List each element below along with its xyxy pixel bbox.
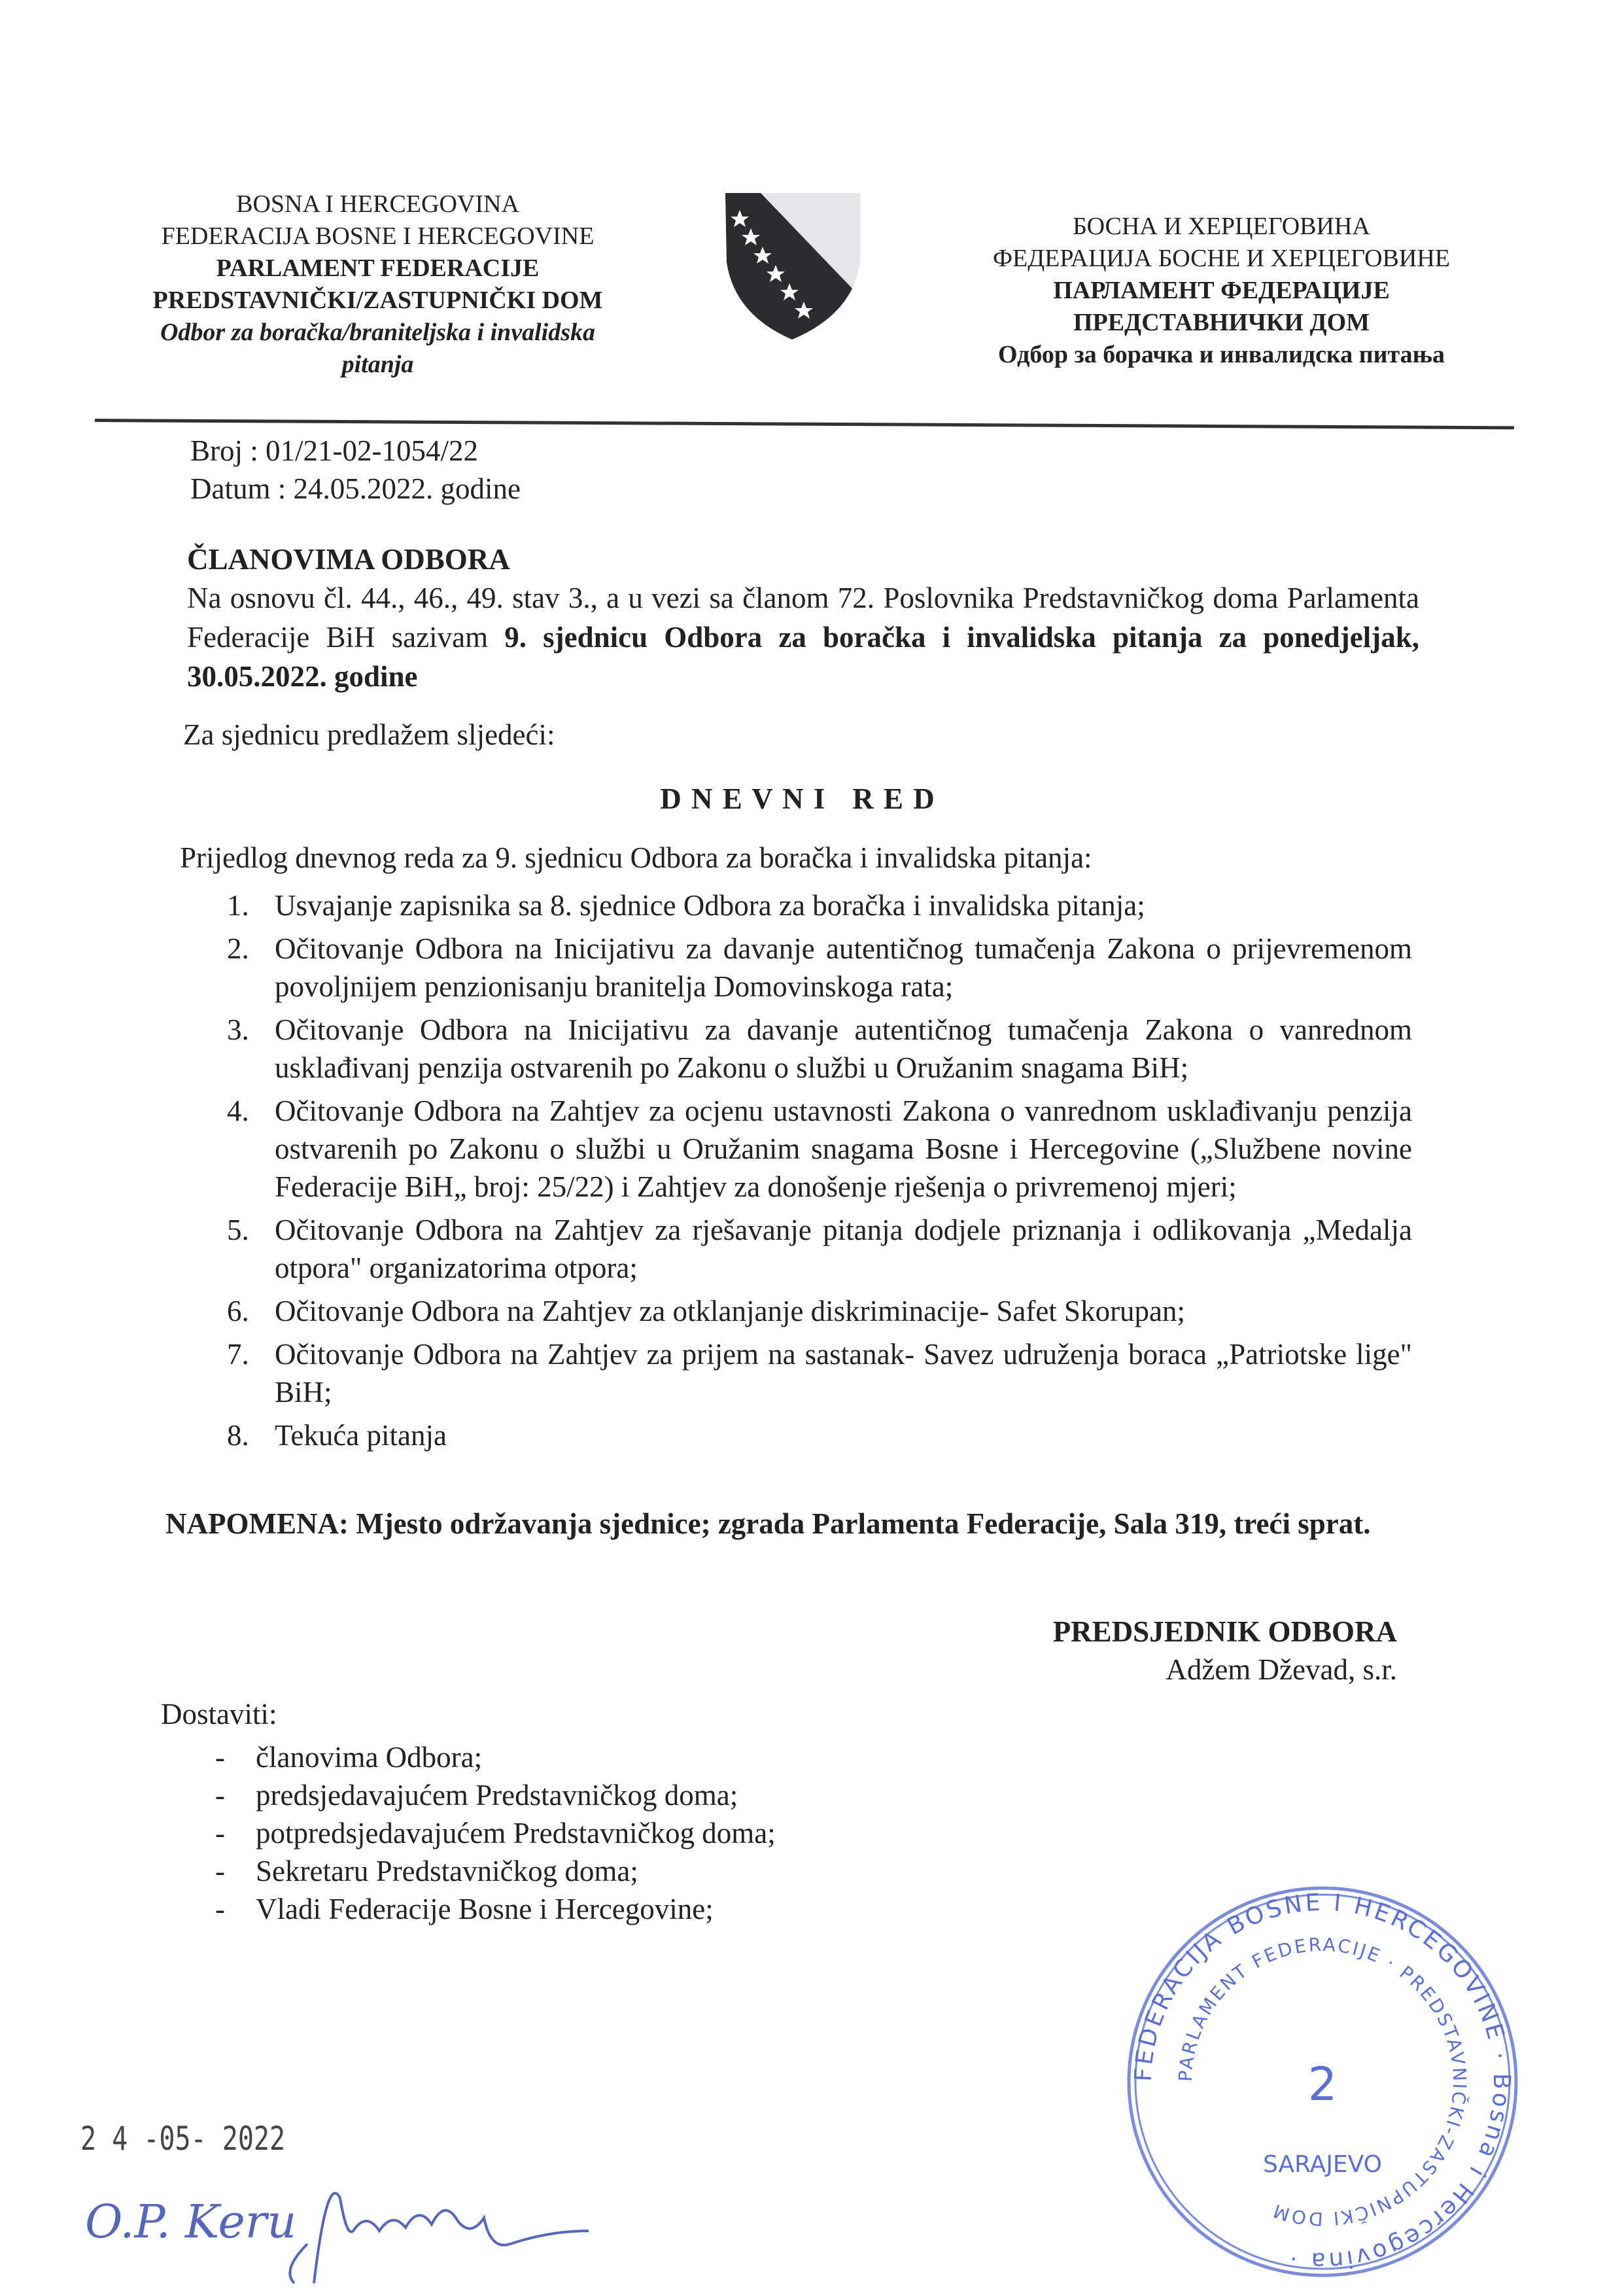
bullet: - — [215, 1817, 225, 1849]
document-number: Broj : 01/21-02-1054/22 — [190, 434, 478, 467]
agenda-intro: Prijedlog dnevnog reda za 9. sjednicu Odbora za boračka i invalidska pitanja: — [180, 841, 1092, 874]
header-house-cyr: ПРЕДСТАВНИЧКИ ДОМ — [1073, 309, 1370, 336]
header-country: BOSNA I HERCEGOVINA — [236, 190, 519, 218]
document-body — [0, 432, 1624, 1928]
note: NAPOMENA: Mjesto održavanja sjednice; zgrada Parlamenta Federacije, Sala 319, treći sprat. — [165, 1507, 1371, 1540]
seal-outer-text: FEDERACIJA BOSNE I HERCEGOVINE · Bosna i Hercegovina · — [1130, 1889, 1515, 2275]
agenda-item — [227, 1416, 1412, 1454]
item-number: 4. — [227, 1095, 249, 1127]
addressee: ČLANOVIMA ODBORA — [187, 543, 510, 576]
item-text: Očitovanje Odbora na Zahtjev za rješavanje pitanja dodjele priznanja i odlikovanja „Medalja otpora" organizatorima otpora; — [275, 1214, 1412, 1284]
distribution-row — [215, 1890, 1033, 1928]
item-text: Očitovanje Odbora na Zahtjev za otklanjanje diskriminacije- Safet Skorupan; — [275, 1295, 1186, 1327]
bullet: - — [215, 1855, 225, 1887]
bih-coat-of-arms-icon — [721, 190, 862, 341]
seal-inner-text: PARLAMENT FEDERACIJE · PREDSTAVNIČKI-ZASTUPNIČKI DOM — [1174, 1933, 1471, 2230]
header-committee: Odbor za boračka/braniteljska i invalidska — [160, 319, 596, 346]
item-text: Očitovanje Odbora na Zahtjev za ocjenu ustavnosti Zakona o vanrednom usklađivanju penzija ostvarenih po Zakonu o službi u Oružanim snagama Bosne i Hercegovine („Službene novine Federacije BiH„ broj: 25/22) i Zahtjev za donošenje rješenja o privremenoj mjeri; — [275, 1095, 1412, 1203]
agenda-list — [227, 886, 1412, 1454]
agenda-item — [227, 886, 1412, 924]
seal-number: 2 — [1307, 2058, 1338, 2111]
agenda-item — [227, 1211, 1412, 1287]
distribution-list — [215, 1738, 1033, 1928]
handwritten-signature — [85, 2159, 621, 2290]
header-parliament: PARLAMENT FEDERACIJE — [216, 254, 540, 282]
document-date: Datum : 24.05.2022. godine — [190, 472, 521, 505]
item-text: Usvajanje zapisnika sa 8. sjednice Odbora za boračka i invalidska pitanja; — [275, 889, 1145, 922]
handwritten-note: O.P. Keru — [85, 2195, 297, 2249]
item-number: 2. — [227, 932, 249, 965]
bullet: - — [215, 1779, 225, 1812]
item-number: 1. — [227, 889, 249, 922]
distribution-label: Dostaviti: — [161, 1698, 277, 1730]
agenda-title: D N E V N I R E D — [660, 782, 936, 815]
header-house: PREDSTAVNIČKI/ZASTUPNIČKI DOM — [152, 287, 603, 314]
agenda-item — [227, 1011, 1412, 1087]
distribution-item: Vladi Federacije Bosne i Hercegovine; — [256, 1893, 714, 1925]
header-country-cyr: БОСНА И ХЕРЦЕГОВИНА — [1073, 213, 1370, 240]
item-number: 5. — [227, 1214, 249, 1246]
agenda-item — [227, 1092, 1412, 1206]
header-committee-cyr: Одбор за борачка и инвалидска питања — [998, 341, 1445, 368]
agenda-item — [227, 930, 1412, 1006]
agenda-item — [227, 1335, 1412, 1411]
signatory-title: PREDSJEDNIK ODBORA — [1052, 1615, 1397, 1648]
intro-text: Na osnovu čl. 44., 46., 49. stav 3., a u vezi sa članom 72. Poslovnika Predstavničkog doma Parlamenta Federacije BiH sazivam — [187, 582, 1419, 654]
bullet: - — [215, 1741, 225, 1774]
intro-paragraph — [187, 578, 1419, 696]
header-parliament-cyr: ПАРЛАМЕНТ ФЕДЕРАЦИЈЕ — [1053, 277, 1390, 304]
distribution-row — [215, 1738, 1033, 1776]
item-number: 7. — [227, 1338, 249, 1371]
signatory-block — [0, 1613, 1397, 1689]
distribution-item: članovima Odbora; — [256, 1741, 483, 1774]
distribution-item: potpredsjedavajućem Predstavničkog doma; — [256, 1817, 776, 1849]
header-divider — [95, 419, 1514, 429]
distribution-row — [215, 1814, 1033, 1852]
header-committee-cont: pitanja — [341, 351, 414, 378]
header-left — [98, 188, 657, 381]
received-date-stamp: 2 4 -05- 2022 — [80, 2120, 286, 2158]
seal-city: SARAJEVO — [1262, 2151, 1383, 2178]
item-text: Očitovanje Odbora na Zahtjev za prijem na sastanak- Savez udruženja boraca „Patriotske lige" BiH; — [275, 1338, 1412, 1409]
distribution-item: predsjedavajućem Predstavničkog doma; — [256, 1779, 738, 1812]
header-right — [952, 211, 1491, 371]
bullet: - — [215, 1893, 225, 1925]
official-seal-stamp — [1125, 1884, 1520, 2279]
item-text: Očitovanje Odbora na Inicijativu za davanje autentičnog tumačenja Zakona o prijevremenom povoljnijem penzionisanju branitelja Domovinskoga rata; — [275, 932, 1412, 1003]
header-federation: FEDERACIJA BOSNE I HERCEGOVINE — [161, 222, 595, 250]
distribution-row — [215, 1776, 1033, 1814]
proposal-text: Za sjednicu predlažem sljedeći: — [183, 718, 555, 751]
header-federation-cyr: ФЕДЕРАЦИЈА БОСНЕ И ХЕРЦЕГОВИНЕ — [993, 245, 1450, 272]
item-number: 8. — [227, 1419, 249, 1452]
distribution-item: Sekretaru Predstavničkog doma; — [256, 1855, 638, 1887]
item-text: Tekuća pitanja — [275, 1419, 447, 1452]
item-number: 6. — [227, 1295, 249, 1327]
item-text: Očitovanje Odbora na Inicijativu za davanje autentičnog tumačenja Zakona o vanrednom usklađivanj penzija ostvarenih po Zakonu o službi u Oružanim snagama BiH; — [275, 1013, 1412, 1084]
distribution-row — [215, 1852, 1033, 1890]
item-number: 3. — [227, 1013, 249, 1046]
agenda-item — [227, 1292, 1412, 1330]
signatory-name: Adžem Dževad, s.r. — [1166, 1653, 1397, 1686]
intro-session: 9. sjednicu Odbora za boračka i invalidska pitanja za ponedjeljak, 30.05.2022. godine — [187, 621, 1419, 693]
